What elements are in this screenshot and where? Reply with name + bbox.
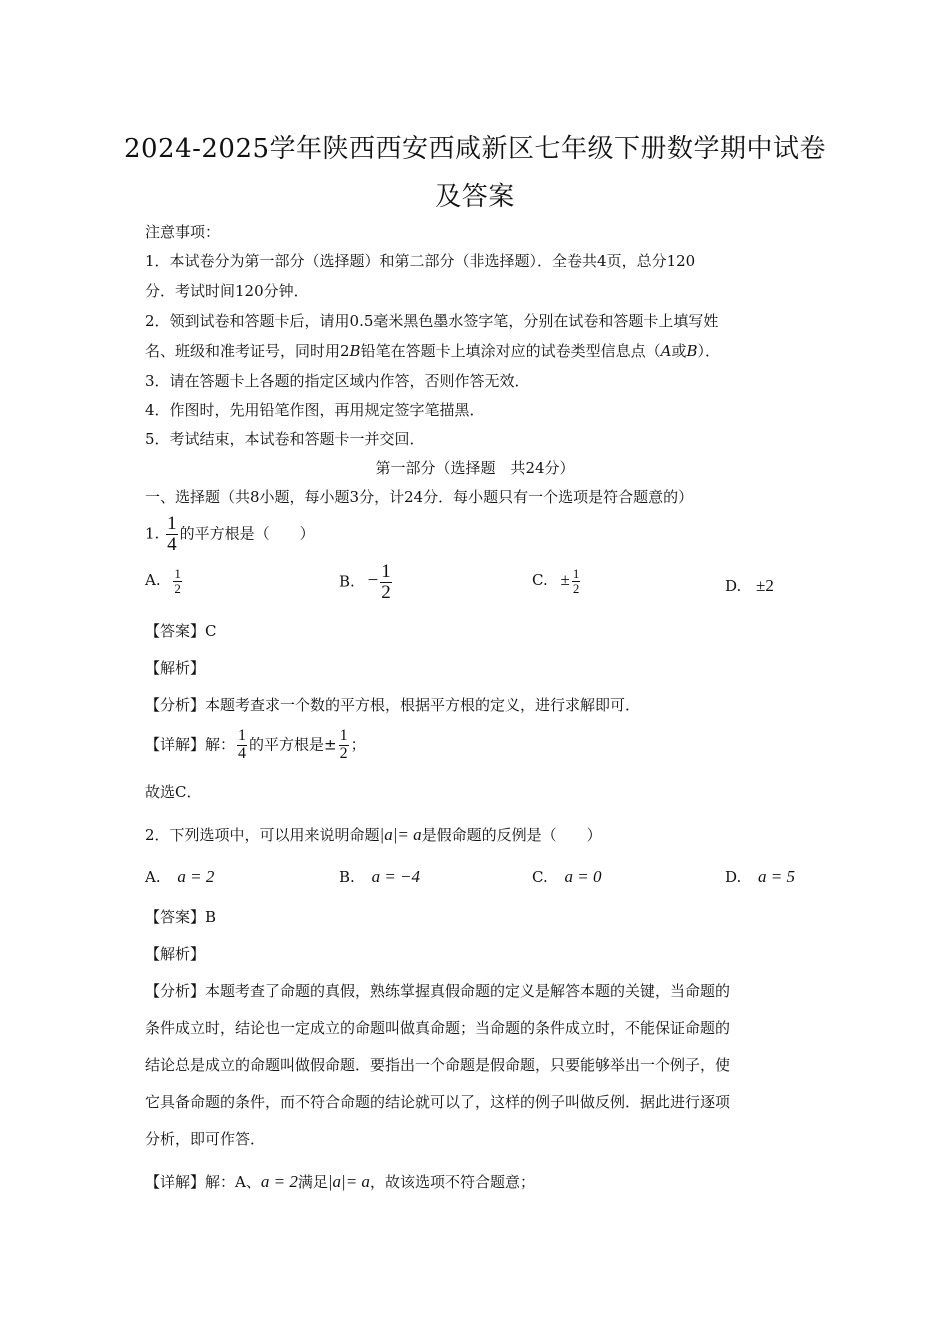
q1-stem: 1. $\frac{1}{4}$ 的平方根是（ ）: [145, 513, 315, 555]
q1-analysis-heading: 【解析】: [145, 659, 206, 677]
q2-analysis-line-1: 【分析】本题考查了命题的真假，熟练掌握真假命题的定义是解答本题的关键，当命题的: [145, 982, 731, 1000]
q2-option-a: A. a = 2: [145, 867, 215, 886]
q1-option-b: B. − $\frac{1}{2}$: [339, 561, 391, 603]
q1-analysis: 【分析】本题考查求一个数的平方根，根据平方根的定义，进行求解即可．: [145, 696, 641, 714]
q1-detail: 【详解】解： $\frac{1}{4}$ 的平方根是± $\frac{1}{2}$ ；: [145, 727, 366, 762]
part1-heading: 第一部分（选择题 共24分）: [375, 459, 575, 477]
q2-analysis-heading: 【解析】: [145, 945, 206, 963]
q2-stem: 2．下列选项中，可以用来说明命题|a|= a是假命题的反例是（ ）: [145, 825, 602, 844]
q2-analysis-line-5: 分析，即可作答．: [145, 1130, 266, 1148]
notice-item-2-cont: 名、班级和准考证号，同时用2B铅笔在答题卡上填涂对应的试卷类型信息点（A或B）．: [145, 342, 720, 360]
notice-item-4: 4．作图时，先用铅笔作图，再用规定签字笔描黑．: [145, 401, 485, 419]
q2-answer: 【答案】B: [145, 908, 217, 926]
section-heading: 一、选择题（共8小题，每小题3分，计24分．每小题只有一个选项是符合题意的）: [145, 488, 694, 506]
q2-analysis-line-2: 条件成立时，结论也一定成立的命题叫做真命题；当命题的条件成立时，不能保证命题的: [145, 1019, 731, 1037]
notice-heading: 注意事项：: [145, 223, 221, 241]
q2-option-b: B. a = −4: [339, 867, 421, 886]
notice-item-2: 2．领到试卷和答题卡后，请用0.5毫米黑色墨水签字笔，分别在试卷和答题卡上填写姓: [145, 312, 719, 330]
q2-option-d: D. a = 5: [725, 867, 796, 886]
q1-choose: 故选C．: [145, 783, 202, 801]
page-title: 2024-2025学年陕西西安西咸新区七年级下册数学期中试卷: [123, 134, 827, 164]
q2-option-c: C. a = 0: [532, 867, 602, 886]
q1-fraction: $\frac{1}{4}$: [167, 513, 177, 555]
notice-item-3: 3．请在答题卡上各题的指定区域内作答，否则作答无效．: [145, 372, 530, 390]
q2-analysis-line-4: 它具备命题的条件，而不符合命题的结论就可以了，这样的例子叫做反例．据此进行逐项: [145, 1093, 731, 1111]
page-title-line2: 及答案: [435, 182, 515, 212]
q1-option-d: D. ±2: [725, 576, 774, 595]
q2-detail: 【详解】解：A、a = 2满足|a|= a，故该选项不符合题意；: [145, 1172, 535, 1191]
q1-option-c: C. ± $\frac{1}{2}$: [532, 566, 580, 596]
notice-item-1: 1．本试卷分为第一部分（选择题）和第二部分（非选择题）．全卷共4页，总分120: [145, 252, 696, 270]
notice-item-1-cont: 分．考试时间120分钟．: [145, 282, 309, 300]
q1-option-a: A. $\frac{1}{2}$: [145, 566, 181, 596]
notice-item-5: 5．考试结束，本试卷和答题卡一并交回．: [145, 430, 425, 448]
q1-answer: 【答案】C: [145, 622, 217, 640]
q2-analysis-line-3: 结论总是成立的命题叫做假命题．要指出一个命题是假命题，只要能够举出一个例子，使: [145, 1056, 731, 1074]
